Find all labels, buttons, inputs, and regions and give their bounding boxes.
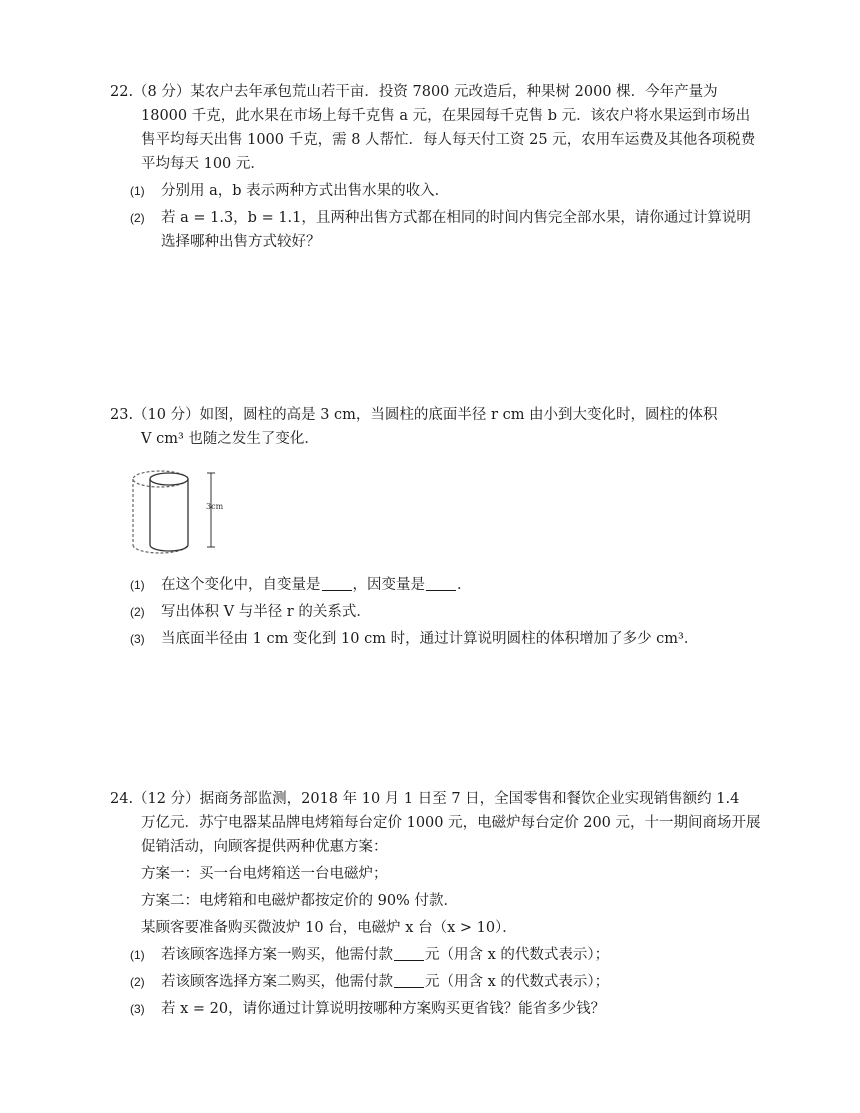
part-number: (1) <box>130 184 145 198</box>
question-23-part-3 <box>110 627 770 651</box>
part-text-line-1: 若 a = 1.3，b = 1.1，且两种出售方式都在相同的时间内售完全部水果，请你通过计算说明 <box>161 210 751 226</box>
part-text-pre: 在这个变化中，自变量是 <box>161 577 321 593</box>
question-24-line-2: 万亿元．苏宁电器某品牌电烤箱每台定价 1000 元，电磁炉每台定价 200 元，十一期间商场开展 <box>141 815 761 831</box>
question-22-body <box>110 80 770 176</box>
question-22-part-1 <box>110 179 770 203</box>
question-24-intro: 某顾客要准备购买微波炉 10 台，电磁炉 x 台（x > 10）． <box>141 920 517 936</box>
question-24-part-2 <box>110 970 770 994</box>
part-text-post: 元（用含 x 的代数式表示）； <box>425 947 610 963</box>
part-text-post: ． <box>457 577 472 593</box>
part-number: (1) <box>130 948 145 962</box>
question-24-part-1 <box>110 943 770 967</box>
part-number: (3) <box>130 632 145 646</box>
question-23-part-2 <box>110 600 770 624</box>
part-number: (1) <box>130 578 145 592</box>
question-24 <box>110 787 770 1021</box>
part-text: 写出体积 V 与半径 r 的关系式． <box>161 604 371 620</box>
answer-blank[interactable] <box>426 576 456 591</box>
part-number: (3) <box>130 1002 145 1016</box>
question-22-line-4: 平均每天 100 元． <box>141 156 265 172</box>
question-23-part-1 <box>110 573 770 597</box>
question-22-line-2: 18000 千克，此水果在市场上每千克售 a 元，在果园每千克售 b 元．该农户将水果运到市场出 <box>141 108 751 124</box>
height-label: 3cm <box>206 502 224 511</box>
part-number: (2) <box>130 211 145 225</box>
question-22-line-3: 售平均每天出售 1000 千克，需 8 人帮忙．每人每天付工资 25 元，农用车运费及其他各项税费 <box>141 132 756 148</box>
question-24-line-1: 24.（12 分）据商务部监测，2018 年 10 月 1 日至 7 日，全国零售和餐饮企业实现销售额约 1.4 <box>110 791 740 807</box>
question-23-line-1: 23.（10 分）如图，圆柱的高是 3 cm，当圆柱的底面半径 r cm 由小到大变化时，圆柱的体积 <box>110 407 718 423</box>
question-24-part-3 <box>110 997 770 1021</box>
part-text-post: 元（用含 x 的代数式表示）； <box>425 974 610 990</box>
cylinder-figure <box>127 465 227 560</box>
part-text: 分别用 a，b 表示两种方式出售水果的收入． <box>161 183 450 199</box>
question-22-part-2 <box>110 206 770 254</box>
part-text-mid: ，因变量是 <box>352 577 425 593</box>
question-23 <box>110 403 770 451</box>
question-23-parts <box>110 570 770 651</box>
part-text: 当底面半径由 1 cm 变化到 10 cm 时，通过计算说明圆柱的体积增加了多少 cm³． <box>161 631 699 647</box>
plan-2: 方案二：电烤箱和电磁炉都按定价的 90% 付款． <box>141 893 458 909</box>
question-23-line-2: V cm³ 也随之发生了变化． <box>141 431 319 447</box>
answer-blank[interactable] <box>322 576 352 591</box>
part-text-pre: 若该顾客选择方案一购买，他需付款 <box>161 947 393 963</box>
answer-blank[interactable] <box>394 973 424 988</box>
question-22 <box>110 80 770 254</box>
part-text-pre: 若该顾客选择方案二购买，他需付款 <box>161 974 393 990</box>
part-text-line-2: 选择哪种出售方式较好？ <box>161 234 321 250</box>
part-text: 若 x = 20，请你通过计算说明按哪种方案购买更省钱？能省多少钱？ <box>161 1001 606 1017</box>
plan-1: 方案一：买一台电烤箱送一台电磁炉； <box>141 866 388 882</box>
part-number: (2) <box>130 605 145 619</box>
question-24-line-3: 促销活动，向顾客提供两种优惠方案： <box>141 839 388 855</box>
answer-blank[interactable] <box>394 946 424 961</box>
question-22-line-1: 22.（8 分）某农户去年承包荒山若干亩．投资 7800 元改造后，种果树 2000 棵．今年产量为 <box>110 84 718 100</box>
part-number: (2) <box>130 975 145 989</box>
